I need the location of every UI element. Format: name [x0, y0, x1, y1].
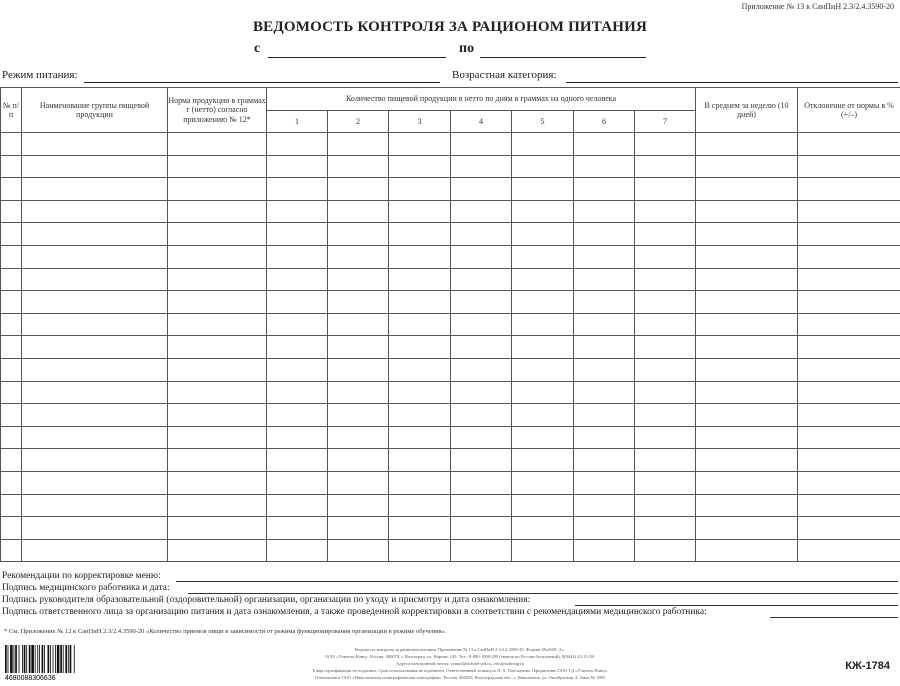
period-to-line[interactable]	[480, 57, 646, 58]
table-cell[interactable]	[635, 155, 696, 178]
table-cell[interactable]	[696, 381, 798, 404]
table-row	[1, 200, 900, 223]
table-cell[interactable]	[22, 381, 168, 404]
table-cell[interactable]	[798, 449, 900, 472]
table-cell[interactable]	[798, 313, 900, 336]
table-cell[interactable]	[1, 517, 22, 540]
table-cell[interactable]	[512, 200, 574, 223]
table-cell[interactable]	[389, 539, 451, 562]
table-cell[interactable]	[512, 426, 574, 449]
table-cell[interactable]	[696, 494, 798, 517]
table-cell[interactable]	[328, 245, 389, 268]
table-cell[interactable]	[696, 223, 798, 246]
table-cell[interactable]	[696, 539, 798, 562]
table-cell[interactable]	[512, 494, 574, 517]
table-cell[interactable]	[168, 517, 267, 540]
table-cell[interactable]	[798, 358, 900, 381]
regime-label: Режим питания:	[2, 69, 78, 81]
table-cell[interactable]	[1, 539, 22, 562]
table-cell[interactable]	[22, 404, 168, 427]
table-cell[interactable]	[267, 336, 328, 359]
period-from-line[interactable]	[268, 57, 446, 58]
table-cell[interactable]	[574, 178, 635, 201]
table-cell[interactable]	[22, 426, 168, 449]
table-cell[interactable]	[1, 336, 22, 359]
table-cell[interactable]	[389, 178, 451, 201]
table-cell[interactable]	[267, 381, 328, 404]
table-cell[interactable]	[574, 336, 635, 359]
table-cell[interactable]	[574, 449, 635, 472]
table-cell[interactable]	[328, 426, 389, 449]
table-cell[interactable]	[1, 313, 22, 336]
table-cell[interactable]	[328, 268, 389, 291]
imprint-line: Товар сертификации не подлежит. Срок использования не ограничен. Ответственный за выпуск Л. А. Плескачева. Оформление ООО ТД «Учитель-Канц».	[280, 667, 640, 674]
table-cell[interactable]	[574, 404, 635, 427]
header-group: Наименование группы пищевой продукции	[22, 88, 168, 133]
table-cell[interactable]	[1, 245, 22, 268]
table-cell[interactable]	[451, 178, 512, 201]
table-cell[interactable]	[267, 223, 328, 246]
age-line[interactable]	[566, 82, 898, 83]
header-day-7: 7	[635, 111, 696, 133]
product-code: КЖ-1784	[845, 660, 890, 672]
table-cell[interactable]	[1, 471, 22, 494]
table-cell[interactable]	[168, 494, 267, 517]
table-cell[interactable]	[1, 358, 22, 381]
table-row	[1, 223, 900, 246]
table-cell[interactable]	[1, 426, 22, 449]
table-cell[interactable]	[451, 517, 512, 540]
table-row	[1, 471, 900, 494]
regime-line[interactable]	[84, 82, 440, 83]
table-cell[interactable]	[22, 517, 168, 540]
table-cell[interactable]	[635, 313, 696, 336]
table-cell[interactable]	[389, 449, 451, 472]
table-cell[interactable]	[635, 291, 696, 314]
header-day-5: 5	[512, 111, 574, 133]
table-cell[interactable]	[798, 200, 900, 223]
table-cell[interactable]	[22, 291, 168, 314]
table-cell[interactable]	[328, 133, 389, 156]
table-row	[1, 313, 900, 336]
table-cell[interactable]	[389, 336, 451, 359]
table-cell[interactable]	[512, 291, 574, 314]
signature-medical: Подпись медицинского работника и дата:	[2, 583, 170, 593]
table-cell[interactable]	[267, 291, 328, 314]
table-cell[interactable]	[267, 178, 328, 201]
table-cell[interactable]	[22, 223, 168, 246]
signature-line-recommendations[interactable]	[176, 581, 898, 582]
table-cell[interactable]	[389, 155, 451, 178]
table-cell[interactable]	[798, 494, 900, 517]
table-cell[interactable]	[328, 381, 389, 404]
table-cell[interactable]	[798, 291, 900, 314]
table-cell[interactable]	[267, 517, 328, 540]
table-cell[interactable]	[574, 471, 635, 494]
table-cell[interactable]	[267, 313, 328, 336]
table-cell[interactable]	[696, 336, 798, 359]
table-cell[interactable]	[512, 449, 574, 472]
table-row	[1, 133, 900, 156]
signature-line-medical[interactable]	[188, 593, 898, 594]
footnote: * См. Приложение № 12 к СанПиН 2.3/2.4.3590-20 «Количество приемов пищи в зависимости от режима функционирования организации в режиме обучения».	[4, 628, 447, 635]
table-row	[1, 517, 900, 540]
table-cell[interactable]	[451, 245, 512, 268]
table-cell[interactable]	[389, 268, 451, 291]
table-cell[interactable]	[451, 471, 512, 494]
ration-table	[0, 87, 900, 562]
table-cell[interactable]	[267, 449, 328, 472]
barcode	[2, 645, 108, 686]
table-cell[interactable]	[1, 200, 22, 223]
table-cell[interactable]	[512, 223, 574, 246]
table-cell[interactable]	[635, 381, 696, 404]
table-cell[interactable]	[574, 313, 635, 336]
table-cell[interactable]	[389, 426, 451, 449]
table-cell[interactable]	[267, 133, 328, 156]
table-cell[interactable]	[635, 178, 696, 201]
table-cell[interactable]	[451, 539, 512, 562]
table-cell[interactable]	[389, 517, 451, 540]
table-cell[interactable]	[798, 381, 900, 404]
table-cell[interactable]	[798, 133, 900, 156]
table-cell[interactable]	[389, 404, 451, 427]
table-cell[interactable]	[696, 133, 798, 156]
table-cell[interactable]	[798, 336, 900, 359]
table-cell[interactable]	[389, 313, 451, 336]
document-title: ВЕДОМОСТЬ КОНТРОЛЯ ЗА РАЦИОНОМ ПИТАНИЯ	[0, 19, 900, 36]
table-cell[interactable]	[168, 200, 267, 223]
table-cell[interactable]	[635, 336, 696, 359]
table-row	[1, 449, 900, 472]
table-cell[interactable]	[798, 245, 900, 268]
table-cell[interactable]	[798, 426, 900, 449]
table-cell[interactable]	[635, 200, 696, 223]
table-cell[interactable]	[635, 426, 696, 449]
table-cell[interactable]	[512, 313, 574, 336]
table-cell[interactable]	[635, 245, 696, 268]
table-cell[interactable]	[696, 471, 798, 494]
table-cell[interactable]	[451, 268, 512, 291]
appendix-note: Приложение № 13 к СанПиН 2.3/2.4.3590-20	[742, 2, 894, 11]
table-cell[interactable]	[328, 155, 389, 178]
table-row	[1, 494, 900, 517]
table-cell[interactable]	[574, 245, 635, 268]
table-row	[1, 336, 900, 359]
table-cell[interactable]	[389, 223, 451, 246]
table-cell[interactable]	[451, 133, 512, 156]
signature-recommendations: Рекомендации по корректировке меню:	[2, 571, 161, 581]
table-cell[interactable]	[22, 313, 168, 336]
table-cell[interactable]	[389, 358, 451, 381]
table-cell[interactable]	[696, 313, 798, 336]
table-cell[interactable]	[22, 200, 168, 223]
table-cell[interactable]	[22, 336, 168, 359]
table-row	[1, 291, 900, 314]
table-cell[interactable]	[635, 539, 696, 562]
table-cell[interactable]	[1, 133, 22, 156]
table-cell[interactable]	[696, 245, 798, 268]
table-cell[interactable]	[512, 133, 574, 156]
table-cell[interactable]	[328, 539, 389, 562]
table-cell[interactable]	[512, 358, 574, 381]
table-cell[interactable]	[512, 471, 574, 494]
table-cell[interactable]	[1, 291, 22, 314]
period-from-label: с	[254, 41, 260, 57]
table-cell[interactable]	[168, 133, 267, 156]
table-cell[interactable]	[574, 155, 635, 178]
table-cell[interactable]	[1, 268, 22, 291]
table-cell[interactable]	[328, 358, 389, 381]
table-cell[interactable]	[22, 133, 168, 156]
table-cell[interactable]	[22, 449, 168, 472]
table-cell[interactable]	[451, 494, 512, 517]
table-cell[interactable]	[328, 178, 389, 201]
table-cell[interactable]	[267, 245, 328, 268]
barcode-image	[2, 645, 108, 681]
table-cell[interactable]	[168, 291, 267, 314]
table-cell[interactable]	[512, 336, 574, 359]
table-cell[interactable]	[22, 155, 168, 178]
table-cell[interactable]	[696, 449, 798, 472]
table-cell[interactable]	[168, 223, 267, 246]
table-cell[interactable]	[328, 471, 389, 494]
table-cell[interactable]	[389, 471, 451, 494]
table-cell[interactable]	[635, 449, 696, 472]
table-cell[interactable]	[328, 291, 389, 314]
table-cell[interactable]	[451, 426, 512, 449]
table-cell[interactable]	[168, 539, 267, 562]
table-cell[interactable]	[451, 449, 512, 472]
table-cell[interactable]	[512, 245, 574, 268]
table-cell[interactable]	[512, 178, 574, 201]
table-cell[interactable]	[267, 426, 328, 449]
table-cell[interactable]	[328, 223, 389, 246]
table-cell[interactable]	[267, 268, 328, 291]
table-cell[interactable]	[696, 178, 798, 201]
table-cell[interactable]	[328, 336, 389, 359]
table-cell[interactable]	[512, 404, 574, 427]
table-cell[interactable]	[328, 517, 389, 540]
table-cell[interactable]	[1, 404, 22, 427]
table-cell[interactable]	[1, 155, 22, 178]
table-cell[interactable]	[267, 358, 328, 381]
header-day-6: 6	[574, 111, 635, 133]
table-cell[interactable]	[512, 268, 574, 291]
header-day-3: 3	[389, 111, 451, 133]
header-day-4: 4	[451, 111, 512, 133]
header-deviation: Отклонение от нормы в % (+/–)	[798, 88, 900, 133]
signature-line-director[interactable]	[575, 605, 898, 606]
table-cell[interactable]	[574, 223, 635, 246]
table-cell[interactable]	[168, 155, 267, 178]
table-cell[interactable]	[635, 223, 696, 246]
table-cell[interactable]	[451, 155, 512, 178]
table-cell[interactable]	[328, 200, 389, 223]
table-cell[interactable]	[696, 268, 798, 291]
table-cell[interactable]	[696, 291, 798, 314]
table-cell[interactable]	[574, 200, 635, 223]
table-cell[interactable]	[696, 404, 798, 427]
table-cell[interactable]	[168, 245, 267, 268]
table-cell[interactable]	[168, 178, 267, 201]
table-cell[interactable]	[696, 358, 798, 381]
table-cell[interactable]	[512, 381, 574, 404]
table-cell[interactable]	[798, 178, 900, 201]
table-cell[interactable]	[798, 155, 900, 178]
table-cell[interactable]	[267, 494, 328, 517]
table-cell[interactable]	[1, 178, 22, 201]
header-day-2: 2	[328, 111, 389, 133]
table-cell[interactable]	[451, 291, 512, 314]
table-cell[interactable]	[574, 381, 635, 404]
table-row	[1, 539, 900, 562]
table-cell[interactable]	[168, 449, 267, 472]
period-to-label: по	[459, 41, 474, 57]
table-row	[1, 245, 900, 268]
table-cell[interactable]	[451, 381, 512, 404]
table-cell[interactable]	[168, 471, 267, 494]
table-cell[interactable]	[267, 200, 328, 223]
table-cell[interactable]	[451, 200, 512, 223]
table-cell[interactable]	[635, 404, 696, 427]
header-norm: Норма продукции в граммах г (нетто) согласно приложению № 12*	[168, 88, 267, 133]
table-cell[interactable]	[574, 268, 635, 291]
table-cell[interactable]	[168, 268, 267, 291]
table-row	[1, 426, 900, 449]
table-cell[interactable]	[798, 539, 900, 562]
table-cell[interactable]	[1, 381, 22, 404]
table-cell[interactable]	[574, 426, 635, 449]
table-cell[interactable]	[267, 404, 328, 427]
table-cell[interactable]	[451, 313, 512, 336]
table-cell[interactable]	[328, 404, 389, 427]
table-cell[interactable]	[798, 471, 900, 494]
table-cell[interactable]	[696, 200, 798, 223]
table-row	[1, 381, 900, 404]
imprint-line: ООО «Учитель-Канц». Россия, 400079, г. Волгоград, ул. Кирова, 143. Тел.: 8-800-1000-299 (звонок по России бесплатный), 8(8442) 42-25-58.	[280, 653, 640, 660]
table-cell[interactable]	[22, 268, 168, 291]
signature-responsible: Подпись ответственного лица за организацию питания и дата ознакомления, а также проведенной корректировки в соответствии с рекомендациями медицинского работника:	[2, 607, 707, 617]
table-cell[interactable]	[267, 471, 328, 494]
table-cell[interactable]	[574, 291, 635, 314]
table-cell[interactable]	[1, 223, 22, 246]
table-cell[interactable]	[389, 291, 451, 314]
table-cell[interactable]	[512, 539, 574, 562]
imprint-line: Адреса электронной почты: ucmail@uchitel-izd.ru, info@uchmag.ru	[280, 660, 640, 667]
table-cell[interactable]	[574, 133, 635, 156]
table-cell[interactable]	[168, 426, 267, 449]
table-cell[interactable]	[451, 404, 512, 427]
header-day-1: 1	[267, 111, 328, 133]
table-cell[interactable]	[22, 494, 168, 517]
table-cell[interactable]	[389, 200, 451, 223]
table-cell[interactable]	[798, 268, 900, 291]
table-cell[interactable]	[328, 449, 389, 472]
table-cell[interactable]	[22, 358, 168, 381]
imprint-line: Ведомость контроля за рационом питания. Приложение № 13 к СанПиН 2.3/2.4.3590-20. Формат 60х84/8. 4 с.	[280, 646, 640, 653]
table-cell[interactable]	[635, 494, 696, 517]
table-cell[interactable]	[22, 178, 168, 201]
table-cell[interactable]	[574, 358, 635, 381]
table-cell[interactable]	[389, 494, 451, 517]
table-row	[1, 358, 900, 381]
header-days: Количество пищевой продукции в нетто по дням в граммах на одного человека	[267, 88, 696, 111]
table-cell[interactable]	[696, 426, 798, 449]
imprint-line: Отпечатано в ООО «Николаевская полиграфическая типография». Россия, 404033, Волгоградская обл., г. Николаевск, ул. Октябрьская, 4. Заказ № 1895	[280, 674, 640, 681]
age-label: Возрастная категория:	[452, 69, 557, 81]
table-cell[interactable]	[451, 223, 512, 246]
table-cell[interactable]	[168, 358, 267, 381]
table-row	[1, 268, 900, 291]
table-cell[interactable]	[798, 517, 900, 540]
signature-line-responsible[interactable]	[770, 617, 898, 618]
table-cell[interactable]	[328, 494, 389, 517]
table-row	[1, 404, 900, 427]
table-cell[interactable]	[635, 133, 696, 156]
table-cell[interactable]	[168, 404, 267, 427]
table-row	[1, 155, 900, 178]
table-cell[interactable]	[267, 155, 328, 178]
table-cell[interactable]	[635, 358, 696, 381]
table-cell[interactable]	[1, 494, 22, 517]
table-row	[1, 178, 900, 201]
table-cell[interactable]	[635, 471, 696, 494]
table-cell[interactable]	[22, 539, 168, 562]
table-cell[interactable]	[696, 155, 798, 178]
table-cell[interactable]	[512, 517, 574, 540]
table-cell[interactable]	[22, 245, 168, 268]
table-cell[interactable]	[168, 336, 267, 359]
table-cell[interactable]	[168, 313, 267, 336]
barcode-number: 4680088306636	[5, 675, 56, 681]
table-cell[interactable]	[512, 155, 574, 178]
table-cell[interactable]	[574, 539, 635, 562]
table-cell[interactable]	[451, 358, 512, 381]
table-cell[interactable]	[798, 223, 900, 246]
header-num: № п/п	[1, 88, 22, 133]
table-cell[interactable]	[389, 245, 451, 268]
table-cell[interactable]	[696, 517, 798, 540]
imprint	[280, 646, 640, 681]
table-cell[interactable]	[1, 449, 22, 472]
table-cell[interactable]	[267, 539, 328, 562]
table-cell[interactable]	[22, 471, 168, 494]
table-cell[interactable]	[389, 133, 451, 156]
table-cell[interactable]	[574, 494, 635, 517]
table-cell[interactable]	[798, 404, 900, 427]
table-cell[interactable]	[635, 517, 696, 540]
table-cell[interactable]	[389, 381, 451, 404]
table-cell[interactable]	[635, 268, 696, 291]
table-cell[interactable]	[328, 313, 389, 336]
table-cell[interactable]	[168, 381, 267, 404]
signature-director: Подпись руководителя образовательной (оздоровительной) организации, организации по уходу и присмотру и дата ознакомления:	[2, 595, 530, 605]
header-avg: В среднем за неделю (10 дней)	[696, 88, 798, 133]
table-cell[interactable]	[451, 336, 512, 359]
table-cell[interactable]	[574, 517, 635, 540]
